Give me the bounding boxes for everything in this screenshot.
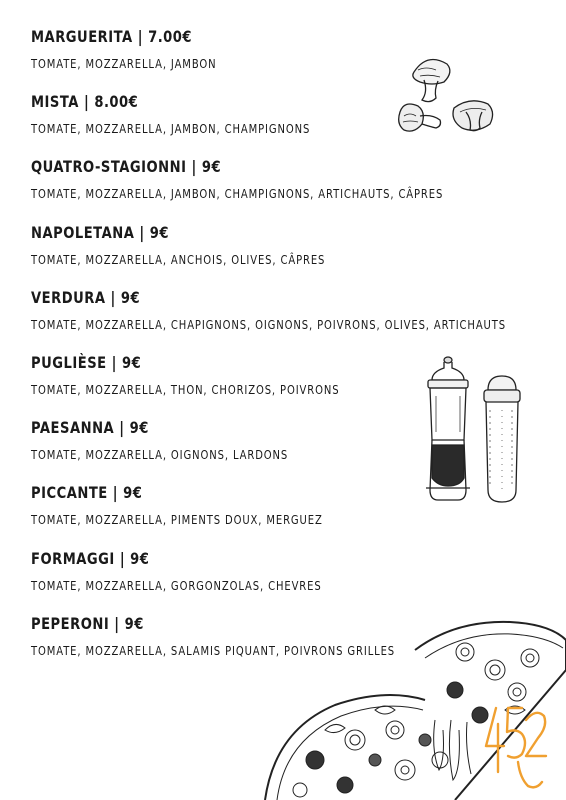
menu-item-title: PUGLIÈSE | 9€ [31, 352, 142, 372]
menu-item-title: QUATRO-STAGIONNI | 9€ [31, 157, 222, 177]
menu-item-title: PICCANTE | 9€ [31, 483, 143, 503]
menu-item-description: TOMATE, MOZZARELLA, JAMBON, CHAMPIGNONS [31, 121, 311, 137]
menu-item-formaggi [31, 548, 551, 613]
menu-item-title: PAESANNA | 9€ [31, 418, 149, 438]
brand-logo [478, 702, 548, 792]
menu-item-title: MISTA | 8.00€ [31, 92, 139, 112]
salt-grinder-icon [484, 376, 520, 502]
menu-item-title: PEPERONI | 9€ [31, 613, 144, 633]
menu-item-title: FORMAGGI | 9€ [31, 548, 150, 568]
pepper-grinder-icon [426, 357, 470, 500]
menu-item-verdura [31, 287, 551, 352]
menu-item-description: TOMATE, MOZZARELLA, OIGNONS, LARDONS [31, 447, 289, 463]
menu-item-description: TOMATE, MOZZARELLA, CHAPIGNONS, OIGNONS, POIVRONS, OLIVES, ARTICHAUTS [31, 316, 506, 332]
menu-item-quatro-stagionni [31, 156, 551, 221]
menu-item-napoletana [31, 222, 551, 287]
mushroom-icon [399, 104, 441, 131]
menu-item-description: TOMATE, MOZZARELLA, GORGONZOLAS, CHEVRES [31, 577, 322, 593]
menu-item-description: TOMATE, MOZZARELLA, PIMENTS DOUX, MERGUEZ [31, 512, 323, 528]
menu-item-description: TOMATE, MOZZARELLA, JAMBON [31, 56, 217, 71]
menu-item-title: NAPOLETANA | 9€ [31, 222, 170, 242]
menu-item-title: MARGUERITA | 7.00€ [31, 27, 193, 46]
mushroom-icon [453, 101, 493, 131]
mushrooms-illustration [392, 50, 502, 155]
menu-item-description: TOMATE, MOZZARELLA, JAMBON, CHAMPIGNONS, ARTICHAUTS, CÂPRES [31, 186, 444, 202]
menu-item-description: TOMATE, MOZZARELLA, ANCHOIS, OLIVES, CÂPRES [31, 251, 326, 267]
logo-452-icon [478, 702, 548, 792]
menu-item-description: TOMATE, MOZZARELLA, SALAMIS PIQUANT, POIVRONS GRILLES [31, 642, 396, 658]
mushroom-icon [413, 60, 450, 102]
menu-item-title: VERDURA | 9€ [31, 287, 141, 307]
menu-item-description: TOMATE, MOZZARELLA, THON, CHORIZOS, POIVRONS [31, 381, 340, 397]
pepper-salt-grinders-illustration [418, 350, 533, 520]
